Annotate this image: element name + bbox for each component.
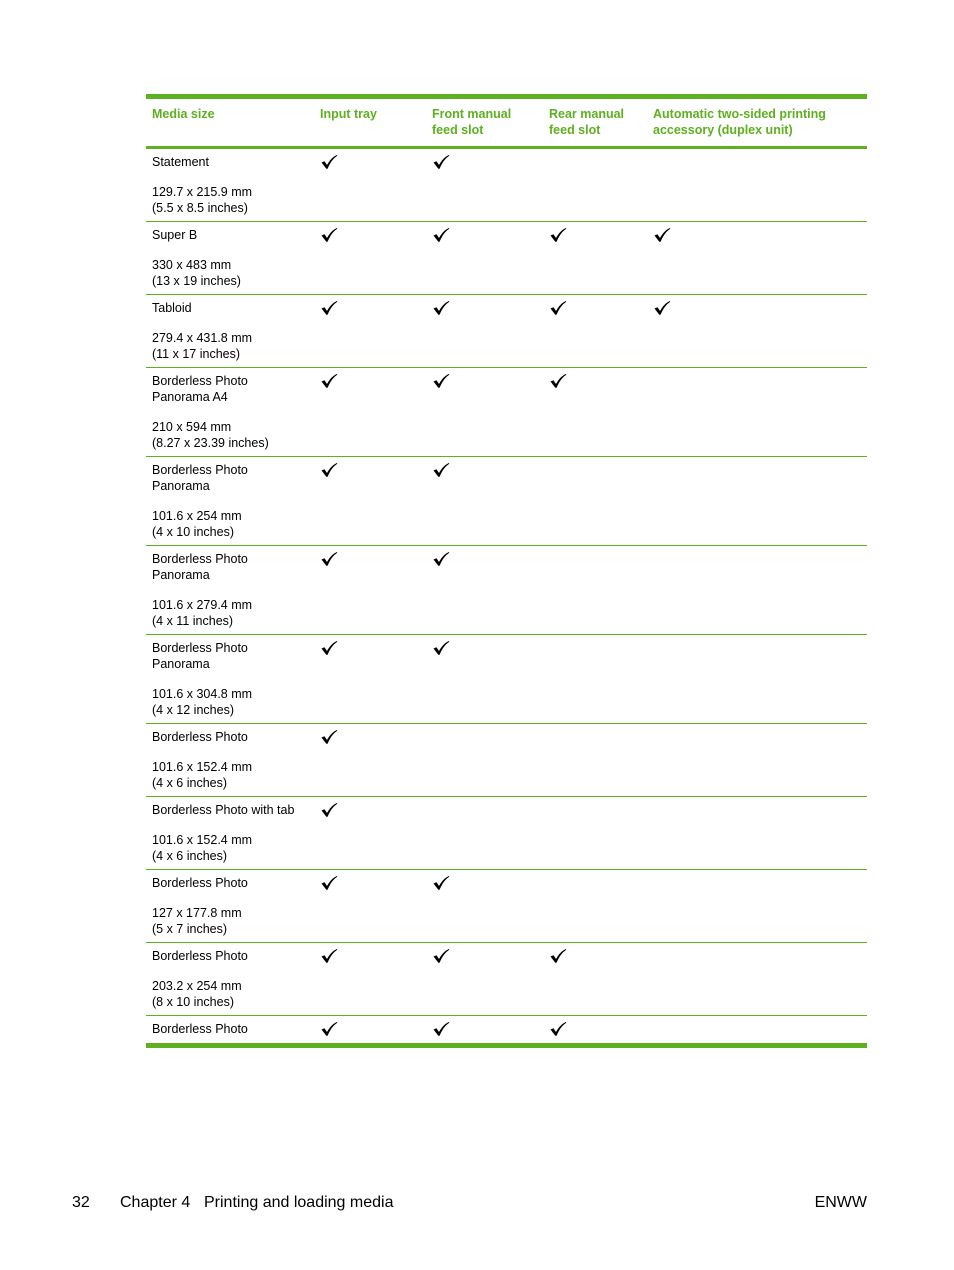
media-dimensions-metric: 101.6 x 279.4 mm (152, 598, 253, 612)
media-dimensions-metric: 330 x 483 mm (152, 258, 232, 272)
check-icon (432, 154, 450, 170)
check-icon (432, 948, 450, 964)
media-dimensions-imperial: (4 x 10 inches) (152, 525, 234, 539)
table-row (146, 797, 867, 870)
support-cell (647, 724, 867, 797)
media-dimensions-imperial: (11 x 17 inches) (152, 347, 241, 361)
support-cell (314, 943, 426, 1016)
check-icon (432, 462, 450, 478)
media-size-cell (146, 724, 314, 797)
media-dimensions-metric: 203.2 x 254 mm (152, 979, 242, 993)
media-size-cell (146, 870, 314, 943)
support-cell (314, 222, 426, 295)
media-name: Borderless Photo Panorama (152, 641, 248, 671)
header-front-manual-feed-slot: Front manual feed slot (426, 97, 543, 148)
check-icon (320, 373, 338, 389)
support-cell (543, 1016, 647, 1046)
table-row (146, 724, 867, 797)
support-cell (647, 797, 867, 870)
support-cell (314, 546, 426, 635)
check-icon (432, 227, 450, 243)
media-size-cell (146, 943, 314, 1016)
media-dimensions-metric: 101.6 x 152.4 mm (152, 760, 253, 774)
media-dimensions-metric: 101.6 x 304.8 mm (152, 687, 253, 701)
media-name: Borderless Photo (152, 949, 248, 963)
header-input-tray: Input tray (314, 97, 426, 148)
table-row (146, 148, 867, 222)
support-cell (543, 148, 647, 222)
media-size-cell (146, 148, 314, 222)
support-cell (426, 797, 543, 870)
support-cell (647, 870, 867, 943)
header-media-size: Media size (146, 97, 314, 148)
support-cell (647, 943, 867, 1016)
support-cell (543, 724, 647, 797)
support-cell (647, 1016, 867, 1046)
header-rear-manual-feed-slot: Rear manual feed slot (543, 97, 647, 148)
table-row (146, 295, 867, 368)
support-cell (543, 635, 647, 724)
media-dimensions-metric: 101.6 x 254 mm (152, 509, 242, 523)
support-cell (647, 368, 867, 457)
media-size-cell (146, 1016, 314, 1046)
check-icon (432, 1021, 450, 1037)
media-dimensions-metric: 127 x 177.8 mm (152, 906, 242, 920)
media-size-cell (146, 295, 314, 368)
support-cell (314, 148, 426, 222)
support-cell (647, 222, 867, 295)
check-icon (432, 373, 450, 389)
table-row (146, 368, 867, 457)
media-name: Borderless Photo with tab (152, 803, 295, 817)
support-cell (426, 724, 543, 797)
table-row (146, 546, 867, 635)
footer-locale-code: ENWW (814, 1194, 867, 1211)
support-cell (314, 457, 426, 546)
media-name: Statement (152, 155, 209, 169)
support-cell (647, 546, 867, 635)
check-icon (432, 875, 450, 891)
table-body (146, 148, 867, 1046)
media-dimensions-imperial: (4 x 11 inches) (152, 614, 234, 628)
media-dimensions-imperial: (8.27 x 23.39 inches) (152, 436, 269, 450)
media-name: Borderless Photo (152, 730, 248, 744)
check-icon (549, 227, 567, 243)
support-cell (426, 870, 543, 943)
support-cell (314, 870, 426, 943)
check-icon (432, 300, 450, 316)
media-name: Borderless Photo (152, 1022, 248, 1036)
check-icon (549, 1021, 567, 1037)
check-icon (549, 300, 567, 316)
media-dimensions-imperial: (4 x 6 inches) (152, 776, 228, 790)
support-cell (426, 546, 543, 635)
media-dimensions-metric: 101.6 x 152.4 mm (152, 833, 253, 847)
media-dimensions-imperial: (8 x 10 inches) (152, 995, 234, 1009)
media-dimensions-metric: 279.4 x 431.8 mm (152, 331, 253, 345)
support-cell (647, 457, 867, 546)
media-dimensions-imperial: (5.5 x 8.5 inches) (152, 201, 248, 215)
check-icon (320, 875, 338, 891)
media-dimensions-imperial: (4 x 6 inches) (152, 849, 228, 863)
check-icon (320, 1021, 338, 1037)
media-size-cell (146, 368, 314, 457)
media-dimensions-imperial: (4 x 12 inches) (152, 703, 234, 717)
check-icon (432, 640, 450, 656)
chapter-label: Chapter 4 (120, 1194, 191, 1211)
media-dimensions-imperial: (13 x 19 inches) (152, 274, 241, 288)
check-icon (549, 948, 567, 964)
media-name: Borderless Photo Panorama A4 (152, 374, 248, 404)
check-icon (320, 154, 338, 170)
support-cell (426, 943, 543, 1016)
support-cell (543, 943, 647, 1016)
media-size-cell (146, 546, 314, 635)
media-size-table (146, 94, 867, 1048)
check-icon (320, 462, 338, 478)
media-size-cell (146, 457, 314, 546)
chapter-title: Printing and loading media (204, 1194, 394, 1211)
support-cell (426, 295, 543, 368)
check-icon (549, 373, 567, 389)
check-icon (320, 300, 338, 316)
check-icon (320, 227, 338, 243)
media-name: Borderless Photo Panorama (152, 463, 248, 493)
check-icon (320, 551, 338, 567)
header-duplex-unit: Automatic two-sided printing accessory (duplex unit) (647, 97, 867, 148)
table-row (146, 870, 867, 943)
support-cell (647, 295, 867, 368)
support-cell (426, 368, 543, 457)
support-cell (426, 222, 543, 295)
check-icon (320, 802, 338, 818)
support-cell (426, 148, 543, 222)
media-name: Tabloid (152, 301, 192, 315)
support-cell (314, 635, 426, 724)
support-cell (314, 724, 426, 797)
check-icon (320, 729, 338, 745)
media-name: Super B (152, 228, 198, 242)
support-cell (314, 1016, 426, 1046)
support-cell (543, 295, 647, 368)
table-row (146, 943, 867, 1016)
media-dimensions-metric: 210 x 594 mm (152, 420, 232, 434)
table-row (146, 1016, 867, 1046)
support-cell (314, 295, 426, 368)
support-cell (314, 368, 426, 457)
table-row (146, 457, 867, 546)
media-name: Borderless Photo Panorama (152, 552, 248, 582)
support-cell (314, 797, 426, 870)
table-row (146, 635, 867, 724)
support-cell (426, 1016, 543, 1046)
support-cell (543, 222, 647, 295)
support-cell (543, 457, 647, 546)
check-icon (653, 300, 671, 316)
media-dimensions-metric: 129.7 x 215.9 mm (152, 185, 253, 199)
media-dimensions-imperial: (5 x 7 inches) (152, 922, 228, 936)
check-icon (432, 551, 450, 567)
support-cell (647, 635, 867, 724)
media-size-cell (146, 635, 314, 724)
table-header-row (146, 97, 867, 148)
media-size-cell (146, 797, 314, 870)
support-cell (543, 368, 647, 457)
support-cell (426, 635, 543, 724)
media-name: Borderless Photo (152, 876, 248, 890)
media-size-cell (146, 222, 314, 295)
check-icon (320, 640, 338, 656)
page-number: 32 (72, 1194, 90, 1211)
support-cell (426, 457, 543, 546)
support-cell (647, 148, 867, 222)
support-cell (543, 797, 647, 870)
support-cell (543, 870, 647, 943)
table-row (146, 222, 867, 295)
check-icon (320, 948, 338, 964)
support-cell (543, 546, 647, 635)
check-icon (653, 227, 671, 243)
